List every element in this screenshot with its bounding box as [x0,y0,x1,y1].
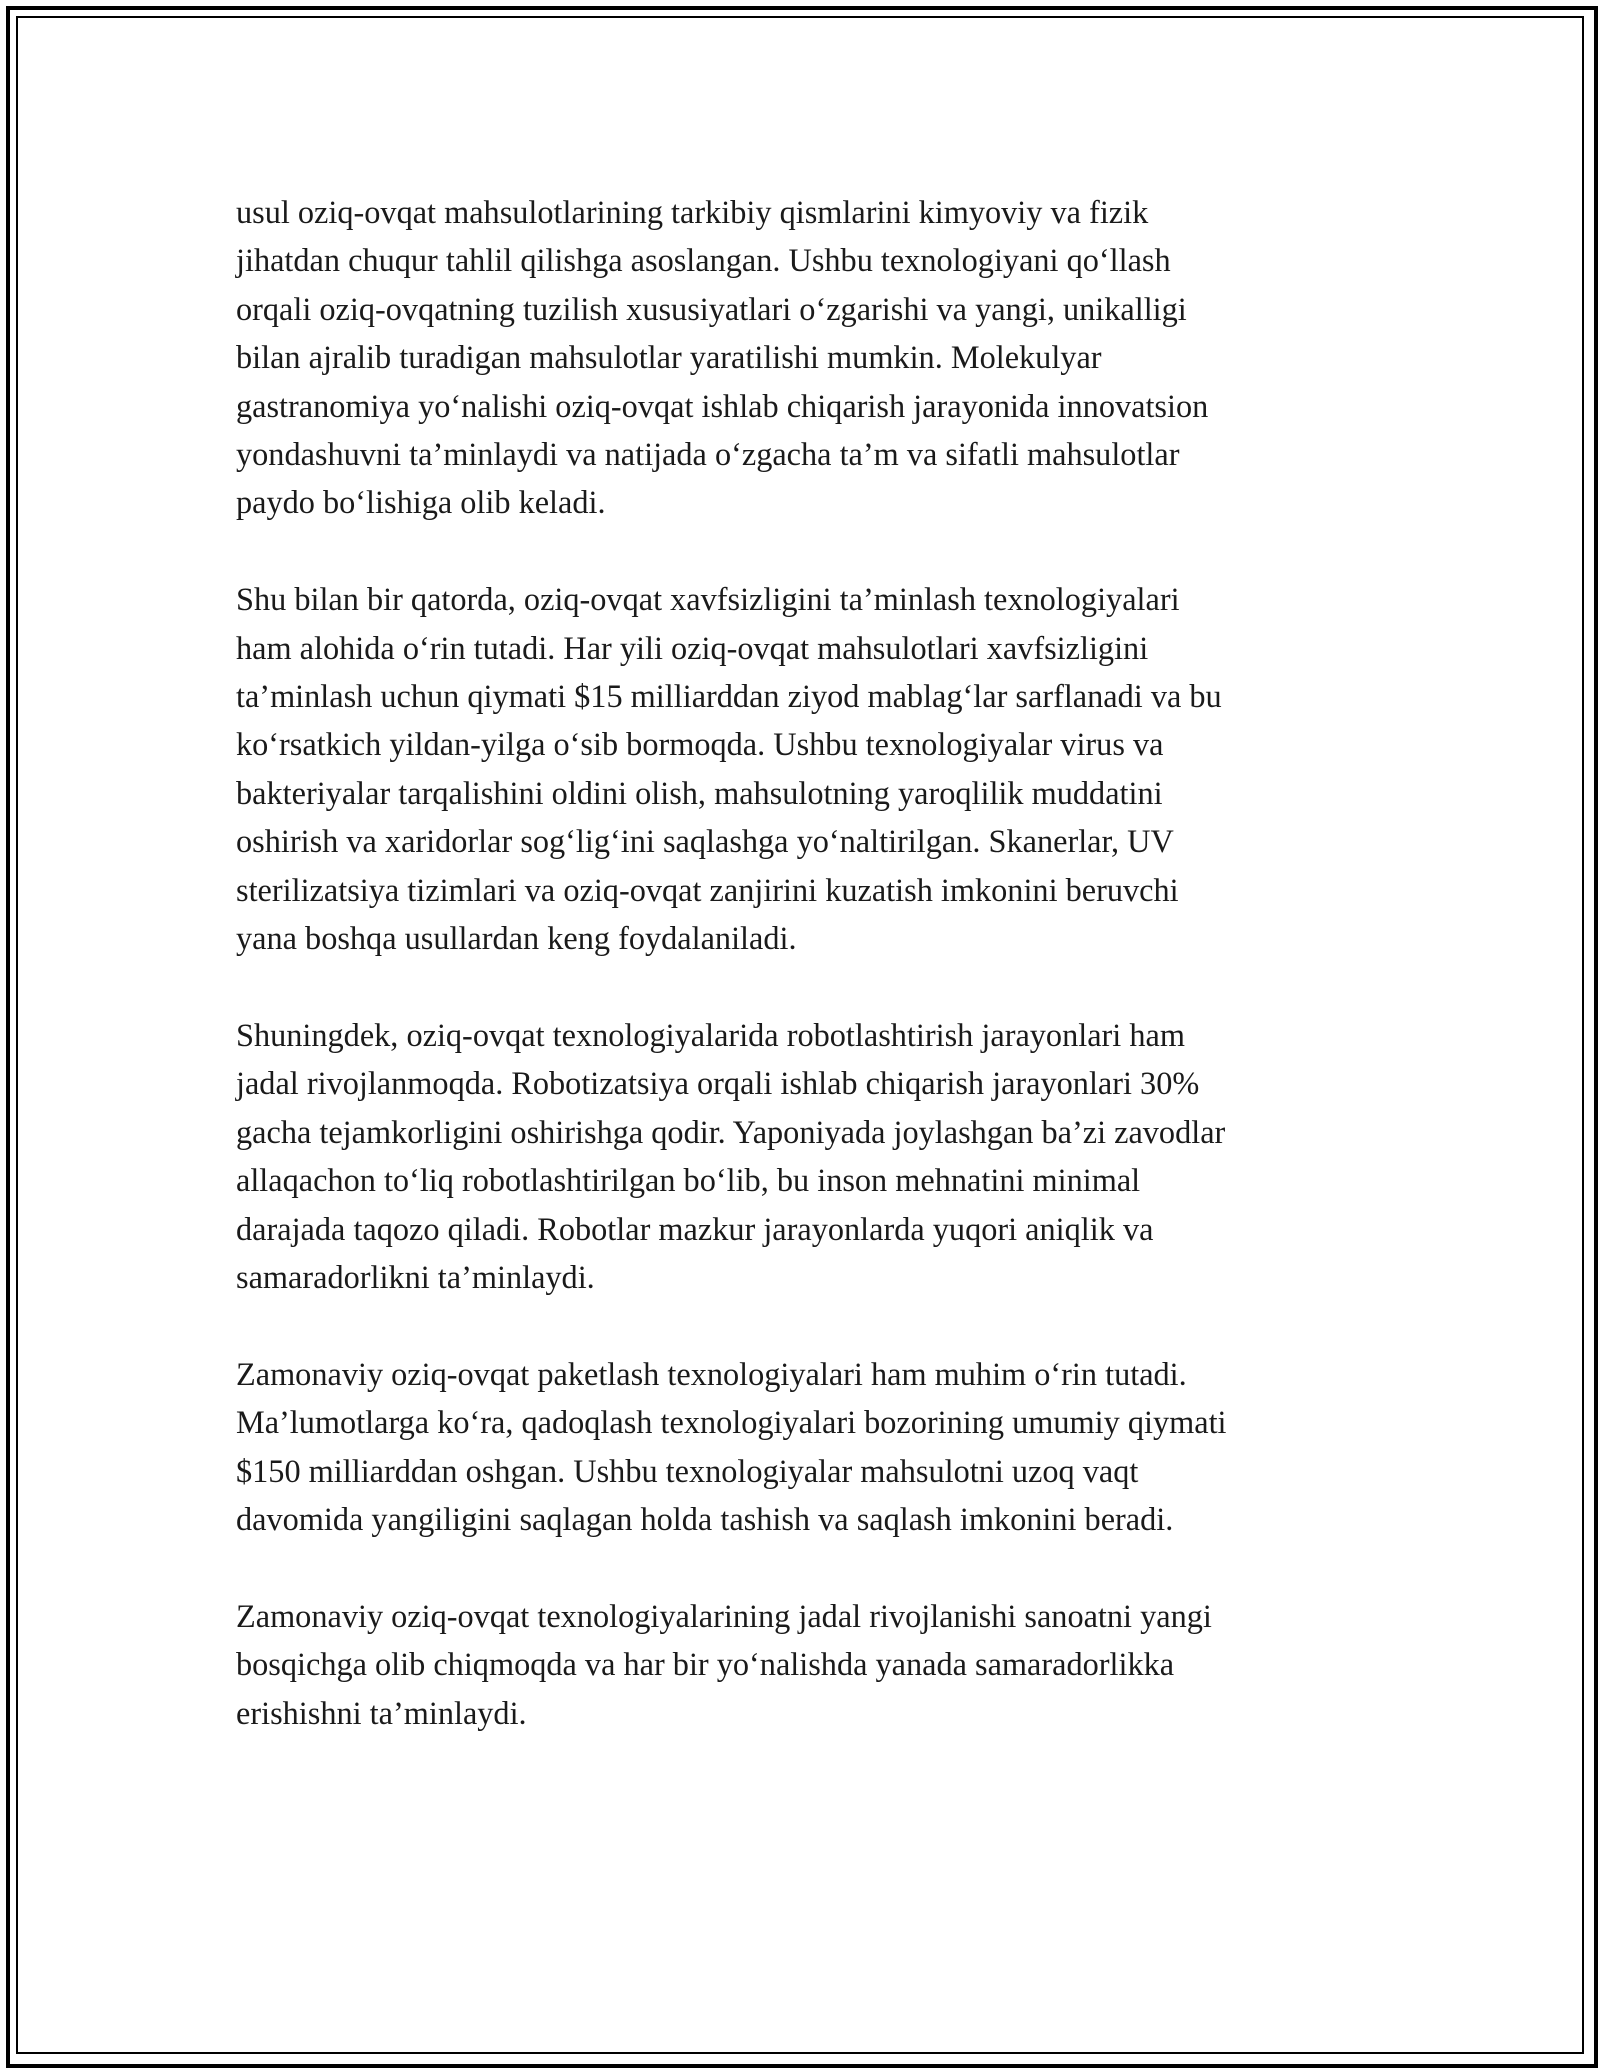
text-line: ham alohida o‘rin tutadi. Har yili oziq-ovqat mahsulotlari xavfsizligini [236,629,1149,666]
paragraph-food-safety [236,575,1386,962]
text-line: ko‘rsatkich yildan-yilga o‘sib bormoqda. Ushbu texnologiyalar virus va [236,726,1164,763]
paragraph-molecular-gastronomy [236,188,1386,527]
text-line: darajada taqozo qiladi. Robotlar mazkur jarayonlarda yuqori aniqlik va [236,1210,1154,1247]
text-line: usul oziq-ovqat mahsulotlarining tarkibiy qismlarini kimyoviy va fizik [236,194,1149,230]
paragraph-robotization [236,1011,1386,1301]
text-line: bakteriyalar tarqalishini oldini olish, mahsulotning yaroqlilik muddatini [236,774,1163,811]
paragraph-conclusion [236,1592,1386,1737]
document-body [236,188,1386,1785]
text-line: sterilizatsiya tizimlari va oziq-ovqat zanjirini kuzatish imkonini beruvchi [236,871,1179,908]
text-line: bosqichga olib chiqmoqda va har bir yo‘nalishda yanada samaradorlikka [236,1646,1175,1683]
text-line: ta’minlash uchun qiymati $15 milliarddan ziyod mablag‘lar sarflanadi va bu [236,678,1222,715]
text-line: Zamonaviy oziq-ovqat texnologiyalarining jadal rivojlanishi sanoatni yangi [236,1597,1212,1634]
text-line: oshirish va xaridorlar sog‘lig‘ini saqlashga yo‘naltirilgan. Skanerlar, UV [236,823,1174,860]
text-line: gacha tejamkorligini oshirishga qodir. Yaponiyada joylashgan ba’zi zavodlar [236,1113,1226,1150]
text-line: jihatdan chuqur tahlil qilishga asoslangan. Ushbu texnologiyani qo‘llash [236,242,1171,279]
text-line: $150 milliarddan oshgan. Ushbu texnologiyalar mahsulotni uzoq vaqt [236,1452,1139,1489]
text-line: erishishni ta’minlaydi. [236,1694,527,1731]
text-line: samaradorlikni ta’minlaydi. [236,1258,595,1295]
text-line: allaqachon to‘liq robotlashtirilgan bo‘lib, bu inson mehnatini minimal [236,1162,1141,1199]
text-line: bilan ajralib turadigan mahsulotlar yaratilishi mumkin. Molekulyar [236,339,1102,376]
text-line: paydo bo‘lishiga olib keladi. [236,484,606,521]
text-line: jadal rivojlanmoqda. Robotizatsiya orqali ishlab chiqarish jarayonlari 30% [236,1065,1200,1102]
paragraph-packaging [236,1350,1386,1544]
text-line: Ma’lumotlarga ko‘ra, qadoqlash texnologiyalari bozorining umumiy qiymati [236,1404,1227,1441]
text-line: Shu bilan bir qatorda, oziq-ovqat xavfsizligini ta’minlash texnologiyalari [236,581,1180,618]
text-line: Shuningdek, oziq-ovqat texnologiyalarida robotlashtirish jarayonlari ham [236,1016,1185,1053]
text-line: gastranomiya yo‘nalishi oziq-ovqat ishlab chiqarish jarayonida innovatsion [236,387,1209,424]
text-line: yondashuvni ta’minlaydi va natijada o‘zgacha ta’m va sifatli mahsulotlar [236,436,1180,473]
text-line: yana boshqa usullardan keng foydalaniladi. [236,920,797,957]
text-line: Zamonaviy oziq-ovqat paketlash texnologiyalari ham muhim o‘rin tutadi. [236,1355,1187,1392]
text-line: davomida yangiligini saqlagan holda tashish va saqlash imkonini beradi. [236,1500,1174,1537]
text-line: orqali oziq-ovqatning tuzilish xususiyatlari o‘zgarishi va yangi, unikalligi [236,290,1187,327]
